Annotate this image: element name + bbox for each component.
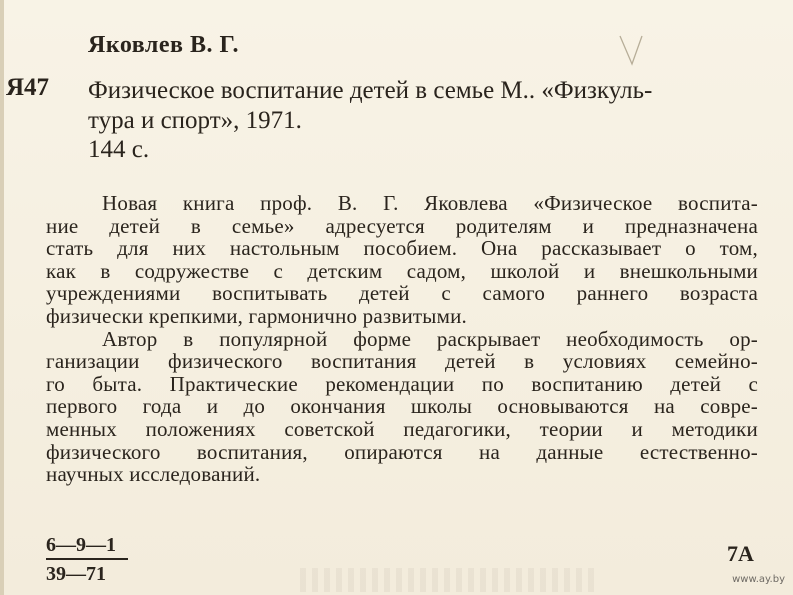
annotation-text [46,192,758,486]
classification-code-bottom: 39—71 [46,563,106,585]
annotation-line: научных исследований. [46,462,261,487]
author-name: Яковлев В. Г. [88,32,240,58]
annotation-line: Автор в популярной форме раскрывает необходимость ор- [102,326,758,351]
page-count: 144 с. [88,136,150,163]
classification-code-top: 6—9—1 [46,534,128,560]
annotation-line: го быта. Практические рекомендации по воспитанию детей с [46,371,758,396]
title-line: Физическое воспитание детей в семье М.. «Физкуль- [88,77,653,104]
card-edge [0,0,4,595]
annotation-line: стать для них настольным пособием. Она рассказывает о том, [46,236,758,261]
title-line: тура и спорт», 1971. [88,107,302,134]
copies-mark: 7А [727,541,754,566]
annotation-line: физически крепкими, гармонично развитыми. [46,303,467,328]
annotation-line: как в содружестве с детским садом, школой и внешкольными [46,258,758,283]
shelf-mark: Я47 [6,74,50,101]
show-through [300,568,600,592]
watermark: www.ay.by [732,574,785,585]
pencil-mark-icon [612,30,652,80]
book-title [88,76,788,136]
annotation-line: менных положениях советской педагогики, теории и методики [46,416,758,441]
annotation-line: Новая книга проф. В. Г. Яковлева «Физическое воспита- [102,191,758,215]
annotation-line: учреждениями воспитывать детей с самого раннего возраста [46,281,758,306]
annotation-line: физического воспитания, опираются на данные естественно- [46,439,758,464]
annotation-line: ганизации физического воспитания детей в условиях семейно- [46,349,758,374]
annotation-line: первого года и до окончания школы основываются на совре- [46,394,758,419]
annotation-line: ние детей в семье» адресуется родителям и предназначена [46,213,758,238]
